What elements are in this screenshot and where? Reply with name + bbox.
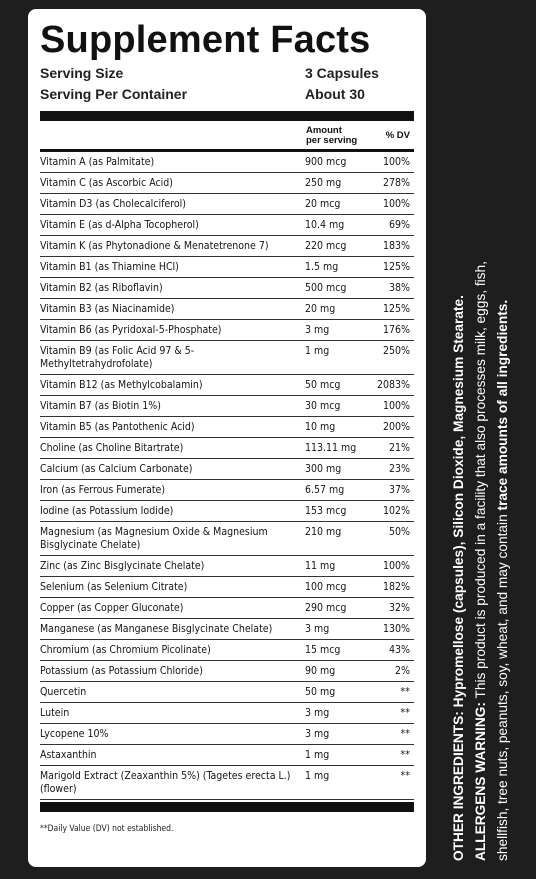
- nutrient-amount: 30 mcg: [305, 400, 341, 412]
- nutrient-dv: 23%: [389, 463, 410, 475]
- table-row: [40, 598, 414, 619]
- nutrient-dv: 176%: [382, 324, 410, 336]
- nutrient-amount: 1 mg: [305, 345, 330, 357]
- other-ingredients-text: Hypromellose (capsules), Silicon Dioxide, Magnesium Stearate.: [451, 295, 466, 708]
- nutrient-name: Vitamin B1 (as Thiamine HCl): [40, 261, 179, 273]
- nutrient-name: Vitamin B6 (as Pyridoxal-5-Phosphate): [40, 324, 222, 336]
- nutrient-name: Vitamin B12 (as Methylcobalamin): [40, 379, 203, 391]
- nutrient-dv: 278%: [382, 177, 410, 189]
- table-row: [40, 459, 414, 480]
- nutrient-amount: 50 mcg: [305, 379, 341, 391]
- nutrient-amount: 153 mcg: [305, 505, 347, 517]
- panel-title: Supplement Facts: [40, 19, 371, 61]
- other-ingredients: [448, 16, 470, 861]
- nutrient-amount: 10.4 mg: [305, 219, 345, 231]
- table-row: [40, 417, 414, 438]
- nutrient-name: Magnesium (as Magnesium Oxide & Magnesium Bisglycinate Chelate): [40, 526, 268, 551]
- nutrient-name: Vitamin E (as d-Alpha Tocopherol): [40, 219, 199, 231]
- nutrient-dv: 200%: [382, 421, 410, 433]
- nutrient-dv: 183%: [382, 240, 410, 252]
- nutrient-amount: 1 mg: [305, 770, 330, 782]
- nutrient-dv: 130%: [382, 623, 410, 635]
- nutrient-name: Astaxanthin: [40, 749, 97, 761]
- nutrient-amount: 90 mg: [305, 665, 336, 677]
- nutrient-name: Vitamin A (as Palmitate): [40, 156, 155, 168]
- nutrient-dv: 37%: [389, 484, 410, 496]
- table-row: [40, 375, 414, 396]
- table-row: [40, 724, 414, 745]
- footnote: **Daily Value (DV) not established.: [40, 824, 174, 834]
- nutrient-name: Marigold Extract (Zeaxanthin 5%) (Tagetes erecta L.) (flower): [40, 770, 291, 795]
- nutrient-dv: 32%: [389, 602, 410, 614]
- supplement-facts-panel: [28, 9, 426, 867]
- table-row: [40, 682, 414, 703]
- table-row: [40, 745, 414, 766]
- nutrient-name: Copper (as Copper Gluconate): [40, 602, 184, 614]
- table-row: [40, 173, 414, 194]
- amount-header-line2: per serving: [306, 135, 358, 146]
- allergens-trace: trace amounts of all ingredients.: [495, 299, 510, 511]
- nutrient-amount: 1 mg: [305, 749, 330, 761]
- servings-per-container-label: Serving Per Container: [40, 86, 188, 102]
- nutrient-amount: 6.57 mg: [305, 484, 345, 496]
- table-row: [40, 320, 414, 341]
- nutrient-dv: 2083%: [376, 379, 410, 391]
- nutrient-dv: 21%: [389, 442, 410, 454]
- table-row: [40, 299, 414, 320]
- side-panel-text: [440, 16, 532, 861]
- table-row: [40, 257, 414, 278]
- serving-info: [40, 63, 414, 105]
- nutrient-amount: 3 mg: [305, 707, 330, 719]
- table-row: [40, 556, 414, 577]
- nutrient-name: Vitamin B2 (as Riboflavin): [40, 282, 163, 294]
- nutrient-amount: 3 mg: [305, 728, 330, 740]
- top-divider-bar: [40, 111, 414, 121]
- nutrient-amount: 220 mcg: [305, 240, 347, 252]
- nutrient-dv: 102%: [382, 505, 410, 517]
- table-row: [40, 215, 414, 236]
- table-row: [40, 661, 414, 682]
- nutrient-amount: 3 mg: [305, 623, 330, 635]
- nutrient-amount: 210 mg: [305, 526, 342, 538]
- nutrient-name: Choline (as Choline Bitartrate): [40, 442, 184, 454]
- table-row: [40, 619, 414, 640]
- nutrient-name: Manganese (as Manganese Bisglycinate Chelate): [40, 623, 273, 635]
- table-row: [40, 703, 414, 724]
- table-row: [40, 577, 414, 598]
- nutrient-dv: 125%: [382, 261, 410, 273]
- table-row: [40, 438, 414, 459]
- table-row: [40, 278, 414, 299]
- nutrient-name: Zinc (as Zinc Bisglycinate Chelate): [40, 560, 205, 572]
- nutrient-name: Quercetin: [40, 686, 87, 698]
- nutrient-dv: 125%: [382, 303, 410, 315]
- other-ingredients-label: OTHER INGREDIENTS:: [451, 711, 466, 861]
- nutrient-dv: 2%: [395, 665, 410, 677]
- nutrient-dv: 100%: [382, 400, 410, 412]
- table-row: [40, 194, 414, 215]
- nutrient-amount: 300 mg: [305, 463, 342, 475]
- nutrient-dv: 38%: [389, 282, 410, 294]
- dv-header: % DV: [385, 130, 410, 141]
- nutrient-name: Vitamin B3 (as Niacinamide): [40, 303, 175, 315]
- nutrient-name: Vitamin D3 (as Cholecalciferol): [40, 198, 186, 210]
- nutrient-amount: 20 mg: [305, 303, 336, 315]
- nutrient-amount: 500 mcg: [305, 282, 347, 294]
- nutrient-amount: 50 mg: [305, 686, 336, 698]
- nutrient-amount: 290 mcg: [305, 602, 347, 614]
- amount-header-line1: Amount: [306, 125, 342, 136]
- nutrient-dv: 100%: [382, 198, 410, 210]
- nutrient-amount: 900 mcg: [305, 156, 347, 168]
- nutrient-amount: 3 mg: [305, 324, 330, 336]
- nutrient-dv: **: [400, 749, 410, 761]
- nutrient-name: Vitamin K (as Phytonadione & Menatetrenone 7): [40, 240, 269, 252]
- nutrient-amount: 11 mg: [305, 560, 336, 572]
- nutrient-name: Selenium (as Selenium Citrate): [40, 581, 188, 593]
- nutrient-dv: 50%: [389, 526, 410, 538]
- nutrient-amount: 100 mcg: [305, 581, 347, 593]
- nutrient-name: Lutein: [40, 707, 70, 719]
- nutrient-amount: 20 mcg: [305, 198, 341, 210]
- nutrient-name: Iodine (as Potassium Iodide): [40, 505, 174, 517]
- nutrient-name: Vitamin B7 (as Biotin 1%): [40, 400, 161, 412]
- serving-size-value: 3 Capsules: [305, 65, 379, 81]
- table-row: [40, 522, 414, 556]
- serving-size-label: Serving Size: [40, 65, 124, 81]
- table-row: [40, 236, 414, 257]
- nutrient-amount: 10 mg: [305, 421, 336, 433]
- nutrient-amount: 1.5 mg: [305, 261, 339, 273]
- nutrient-dv: 69%: [389, 219, 410, 231]
- table-row: [40, 152, 414, 173]
- nutrient-dv: **: [400, 707, 410, 719]
- nutrient-dv: 100%: [382, 156, 410, 168]
- column-header: [40, 121, 414, 152]
- bottom-divider-bar: [40, 802, 414, 812]
- table-row: [40, 640, 414, 661]
- nutrient-dv: 250%: [382, 345, 410, 357]
- allergens-text-2: shellfish, tree nuts, peanuts, soy, wheat, and may contain: [495, 514, 510, 861]
- allergens-label: ALLERGENS WARNING:: [473, 702, 488, 861]
- nutrient-dv: 43%: [389, 644, 410, 656]
- allergens-warning: [470, 16, 492, 861]
- nutrient-name: Potassium (as Potassium Chloride): [40, 665, 203, 677]
- servings-per-container-value: About 30: [305, 86, 365, 102]
- nutrient-name: Vitamin C (as Ascorbic Acid): [40, 177, 173, 189]
- table-row: [40, 396, 414, 417]
- nutrient-dv: **: [400, 686, 410, 698]
- nutrient-name: Lycopene 10%: [40, 728, 109, 740]
- nutrient-dv: **: [400, 770, 410, 782]
- table-row: [40, 480, 414, 501]
- nutrient-amount: 113.11 mg: [305, 442, 357, 454]
- nutrient-name: Vitamin B5 (as Pantothenic Acid): [40, 421, 195, 433]
- nutrient-name: Calcium (as Calcium Carbonate): [40, 463, 193, 475]
- nutrient-name: Iron (as Ferrous Fumerate): [40, 484, 166, 496]
- table-row: [40, 501, 414, 522]
- nutrient-dv: 100%: [382, 560, 410, 572]
- nutrient-name: Chromium (as Chromium Picolinate): [40, 644, 211, 656]
- nutrient-table: [40, 152, 414, 800]
- nutrient-amount: 15 mcg: [305, 644, 341, 656]
- table-row: [40, 766, 414, 800]
- nutrient-name: Vitamin B9 (as Folic Acid 97 & 5-Methyltetrahydrofolate): [40, 345, 195, 370]
- amount-header: [306, 126, 357, 146]
- nutrient-dv: 182%: [382, 581, 410, 593]
- nutrient-dv: **: [400, 728, 410, 740]
- nutrient-amount: 250 mg: [305, 177, 342, 189]
- allergens-warning-cont: [492, 16, 514, 861]
- table-row: [40, 341, 414, 375]
- allergens-text-1: This product is produced in a facility that also processes milk, eggs, fish,: [473, 261, 488, 699]
